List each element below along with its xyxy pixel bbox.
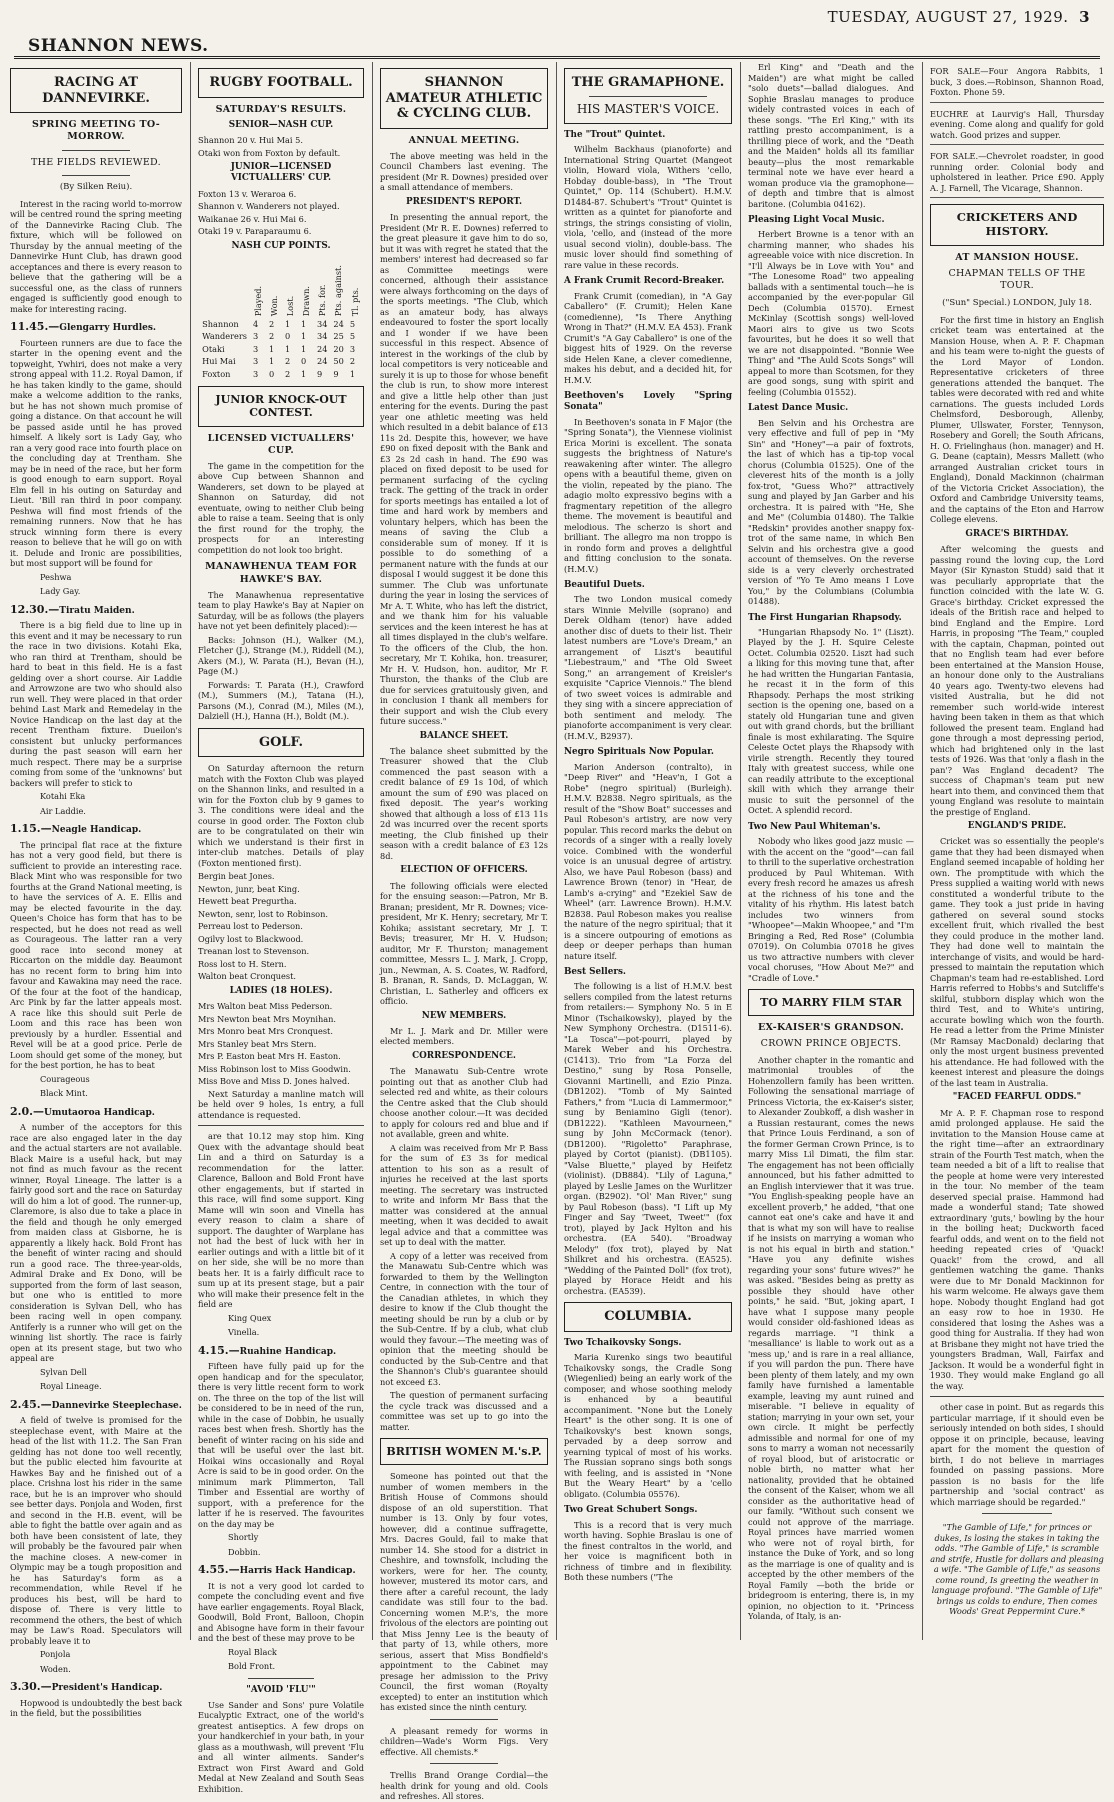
- column-header: [282, 256, 298, 318]
- race-text: Fifteen have fully paid up for the open handicap and for the speculator, there is very little recent form to work on. The three on the top of the list will be considered to be in need of the run, while in the case of Dobbin, he usually races best when fresh. Shortly has the benefit of winter racing on his side and that will be useful over the last bit. Hoikai wins occasionally and Royal Acre is said to be in good order. On the minimum mark Plimmerton, Tall Timber and Essential are worthy of support, with a preference for the latter if he is reserved. The favourites on the day may be: [198, 1361, 364, 1529]
- race-heading: 1.15.—Neagle Handicap.: [10, 822, 142, 836]
- race-time: 2.45.: [10, 1397, 41, 1411]
- section-text: Wilhelm Backhaus (pianoforte) and International String Quartet (Mangeot violin, Howard viola, Withers 'cello, Hobday double-bass), in "The Trout Quintet," Op. 114 (Schubert). H.M.V. D1484-87. Schubert's "Trout" Quintet is written as a quintet for pianoforte and strings, the strings consisting of violin, viola, 'cello, and (instead of the more usual second violin), double-bass. The music lover should find something of rare value in these records.: [564, 144, 732, 270]
- column-header: [266, 256, 282, 318]
- table-cell: 4: [252, 318, 259, 329]
- rugby-headline: RUGBY FOOTBALL.: [198, 68, 364, 98]
- table-cell: 50: [333, 356, 344, 367]
- golf-text: On Saturday afternoon the return match with the Foxton Club was played on the Shannon links, and resulted in a win for the Foxton club by 9 games to 3. The conditions were ideal and the course in good order. The Foxton club are to be congratulated on their win which we understand is their first in inter-club matches. Details of play (Foxton mentioned first).: [198, 763, 364, 868]
- result-line: Ogilvy lost to Blackwood.: [198, 933, 304, 944]
- race-time: 3.30.: [10, 1680, 41, 1694]
- cycling-para: A claim was received from Mr P. Bass for the sum of £3 3s for medical attention to his son as a result of injuries he received at the last sports meeting. The secretary was instructed to write and inform Mr Bass that the matter was considered at the annual meeting, when it was decided to await legal advice and that a committee was set up to deal with the matter.: [380, 1142, 548, 1248]
- pick: Lady Gay.: [40, 586, 81, 597]
- column-header-label: Played.: [252, 286, 263, 317]
- race-name: Dannevirke Steeplechase.: [51, 1400, 182, 1411]
- column-rule: [372, 62, 373, 1640]
- pick: Sylvan Dell: [40, 1366, 87, 1377]
- column-header-label: Drawn.: [300, 286, 311, 317]
- pick: Shortly: [228, 1532, 259, 1543]
- pick: Bold Front.: [228, 1661, 276, 1672]
- table-cell: 2: [284, 356, 291, 367]
- masthead-rule: [14, 56, 1100, 59]
- cricket-text: After welcoming the guests and passing round the loving cup, the Lord Mayor (Sir Kynaston Studd) said that it was peculiarly appropriate that the function coincided with the late W. G. Grace's birthday. Cricket expressed the ideals of the British race and helped to bind England and the Empire. Lord Harris, in proposing "The Team," coupled with the captain, Chapman, pointed out that no English team had ever before been entertained at the Mansion House, an honour done only to the Australians 40 years ago. Twenty-two elevens had visited Australia, but he did not remember such world-wide interest having been taken in them as that which followed the present team. England had gone through a most depressing period, which had brightened only in the last tests of 1926. Was that 'only a flash in the pan'? Was England decadent? The success of Chapman's team put new heart into them, and convinced them that young England was resolute to maintain the prestige of England.: [930, 544, 1104, 817]
- section-head: The First Hungarian Rhapsody.: [748, 612, 902, 623]
- pick: Kotahi Eka: [40, 791, 86, 802]
- result-line: Mrs Stanley beat Mrs Stern.: [198, 1038, 317, 1049]
- cycling-para: The above meeting was held in the Council Chambers last evening. The president (Mr R. Downes) presided over a small attendance of members.: [380, 150, 548, 193]
- race-heading: 11.45.—Glengarry Hurdles.: [10, 320, 157, 334]
- racing-continued: are that 10.12 may stop him. King Quex with the advantage should beat Lin and a third on Saturday is a recommendation for the latter. Clarence, Balloon and Bold Front have other engagements, but if started in this race, will find some support. King Mame will win soon and Vinella has every reason to claim a share of support. The daughter of Warplane has not had the best of luck with her in earlier outings and with a little bit of it on her side, she will be no more than beats her. It is a fairly difficult race to sum up at its present stage, but a pair who will make their presence felt in the field are: [198, 1131, 364, 1310]
- table-cell: 2: [284, 368, 291, 379]
- table-cell: 1: [349, 368, 356, 379]
- race-time: 4.55.: [198, 1563, 229, 1577]
- column-header: [347, 256, 363, 318]
- table-cell: 3: [252, 331, 259, 342]
- section-text: Marion Anderson (contralto), in "Deep River" and "Heav'n, I Got a Robe" (negro spiritual) (Burleigh). H.M.V. B2838. Negro spirituals, as the result of the "Show Boat" successes and Paul Robeson's artistry, are now very popular. This record marks the debut on records of a singer with a really lovely voice. Combined with the wonderful voice is an unusual degree of artistry. Also, we have Paul Robeson (bass) and Lawrence Brown (tenor) in "Hear, de Lamb's a-crying" and "Ezekiel Saw de Wheel" (arr. Lawrence Brown). H.M.V. B2838. Paul Robeson makes you realise the nature of the negro spiritual; that it is a sincere outpouring of emotions as deep or deeper perhaps than human nature itself.: [564, 761, 732, 961]
- result-line: Otaki 19 v. Paraparaumu 6.: [198, 226, 312, 236]
- table-cell: 1: [284, 318, 291, 329]
- section-head: A Frank Crumit Record-Breaker.: [564, 276, 725, 287]
- cycling-sub: NEW MEMBERS.: [421, 1010, 507, 1021]
- section-head: Two Tchaikovsky Songs.: [564, 1338, 682, 1349]
- pick: Air Laddie.: [40, 805, 86, 816]
- section-head: Best Sellers.: [564, 967, 626, 978]
- result-line: Shannon v. Wanderers not played.: [198, 201, 340, 211]
- knockout-deck: LICENSED VICTUALLERS' CUP.: [207, 432, 355, 456]
- film-text: Another chapter in the romantic and matrimonial troubles of the Hohenzollern family has been written. Following the sensational marriage of Princess Victoria, the ex-Kaiser's sister, to Alexander Zoubkoff, a dish washer in a Russian restaurant, comes the news that Prince Louis Ferdinand, a son of the former German Crown Prince, is to marry Miss Lil Dimati, the film star. The engagement has not been officially announced, but his father admitted to an English interviewer that it was true. "You English-speaking people have an excellent proverb," he added, "that one cannot eat one's cake and have it and that is what my son will have to realise if he insists on marrying a woman who is not his equal in birth and station." "Have you any definite wishes regarding your sons' future wives?" he was asked. "Besides being as pretty as possible they should have other points," he said. "But, joking apart, I have what I suppose many people would consider old-fashioned ideas as regards marriage. "I think a 'mesalliance' is liable to work out as a 'mess up,' and is rare in a real alliance, if you will pardon the pun. There have been plenty of them lately, and my own family have furnished a lamentable example, leaving my aunt ruined and miserable. "I believe in equality of station; marrying in your own set, your own circle. It might be perfectly admissible and normal for one of my sons to marry a woman not necessarily of royal blood, but of aristocratic or noble birth, no matter what her nationality, provided that he obtained the consent of the Kaiser, whom we all consider as the authoritative head of our family. "Without such consent we could not approve of the marriage. Royal princes have married women who were not of royal birth, for instance the Duke of York, and so long as the marriage is one of quality and is accepted by the other members of the Royal Family —both the bride or bridegroom is entering, there is, in my opinion, no objection to it. "Princess Yolanda, of Italy, is an-: [748, 1054, 914, 1621]
- women-headline: BRITISH WOMEN M.'s.P.: [380, 1438, 548, 1465]
- film-continued: other case in point. But as regards this particular marriage, if it should even be seriously intended on both sides, I should oppose it on principle, because, leaving apart for the moment the question of birth, I do not believe in marriages founded on passing passions. More passion is no basis for the life partnership and 'social contract' as which marriage should be regarded.": [930, 1402, 1104, 1507]
- column-header-label: Lost.: [284, 296, 295, 317]
- golf-headline: GOLF.: [198, 728, 364, 758]
- column-header: [330, 256, 346, 318]
- section-head: Two Great Schubert Songs.: [564, 1505, 698, 1516]
- knockout-headline: JUNIOR KNOCK-OUT CONTEST.: [198, 386, 364, 426]
- column-header-label: Pts. for.: [316, 284, 327, 317]
- race-time: 12.30.: [10, 602, 49, 616]
- knockout-text: The game in the competition for the above Cup between Shannon and Wanderers, set down to be played at Shannon on Saturday, did not eventuate, owing to neither Club being able to raise a team. Seeing that is only the first round for the trophy, the prospects for an interesting competition do not look too bright.: [198, 460, 364, 555]
- cricket-sub: ENGLAND'S PRIDE.: [967, 821, 1067, 832]
- issue-date: [828, 8, 1090, 26]
- racing-deck: SPRING MEETING TO-MORROW.: [31, 119, 161, 143]
- race-text: Hopwood is undoubtedly the best back in the field, but the possibilities: [10, 1697, 182, 1719]
- result-line: Bergin beat Jones.: [198, 871, 275, 882]
- team-name: Foxton: [202, 368, 231, 379]
- cycling-sub: PRESIDENT'S REPORT.: [405, 196, 523, 207]
- cycling-para: The following officials were elected for the ensuing season:—Patron, Mr B. Branan; president, Mr R. Downes; vice-president, Mr K. Henry; secretary, Mr T. Kohika; assistant secretary, Mr J. T. Bevis; treasurer, Mr H. V. Hudson; auditor, Mr F. Thurston; management committee, Messrs L. J. Mark, J. Cropp, jun., Newman, A. S. Coates, W. Radford, B. Branan, R. Sands, D. McLaggan, W. Christian, L. Satherley and officers ex officio.: [380, 880, 548, 1007]
- film-subdeck: CROWN PRINCE OBJECTS.: [760, 1038, 902, 1050]
- table-cell: 0: [268, 368, 275, 379]
- table-header-row: [199, 256, 363, 318]
- cricket-headline: CRICKETERS AND HISTORY.: [930, 204, 1104, 246]
- section-head: Negro Spirituals Now Popular.: [564, 747, 714, 758]
- result-line: Otaki won from Foxton by default.: [198, 147, 341, 158]
- cricket-deck: AT MANSION HOUSE.: [955, 251, 1079, 263]
- table-cell: 3: [252, 368, 259, 379]
- section-head: Pleasing Light Vocal Music.: [748, 215, 885, 225]
- cycling-para: Mr L. J. Mark and Dr. Miller were elected members.: [380, 1025, 548, 1047]
- result-line: Foxton 13 v. Weraroa 6.: [198, 188, 297, 199]
- pick: Dobbin.: [228, 1546, 261, 1557]
- cycling-para: The Manawatu Sub-Centre wrote pointing out that as another Club had selected red and white, as their colours the Centre asked that the Club should choose another colour.—It was decided to apply for colours red and blue and if not available, green and white.: [380, 1066, 548, 1140]
- table-cell: 1: [300, 318, 307, 329]
- result-line: Waikanae 26 v. Hui Mai 6.: [198, 213, 307, 224]
- table-cell: 5: [349, 331, 356, 342]
- senior-results: [198, 135, 364, 158]
- junior-results: [198, 189, 364, 237]
- table-cell: 9: [333, 368, 339, 379]
- pick: Courageous: [40, 1073, 90, 1084]
- result-line: Perreau lost to Pederson.: [198, 921, 303, 932]
- column-rule: [190, 62, 191, 1640]
- section-head: Two New Paul Whiteman's.: [748, 821, 881, 832]
- column-racing: [6, 62, 186, 1719]
- cricket-subdeck: CHAPMAN TELLS OF THE TOUR.: [948, 267, 1086, 291]
- race-heading: 3.30.—President's Handicap.: [10, 1680, 163, 1694]
- team-name: Otaki: [202, 343, 225, 354]
- section-text: Maria Kurenko sings two beautiful Tchaikovsky songs, the Cradle Song (Wiegenlied) being an early work of the composer, and whose soothing melody is enhanced by a beautiful accompaniment. "None but the Lonely Heart" is the other song. It is one of Tchaikovsky's best known songs, pervaded by a deep sorrow and yearning typical of most of his works. The Russian soprano sings both songs with feeling, and is assisted in "None But the Weary Heart" by a 'cello obligato. (Columbia 05576).: [564, 1352, 732, 1499]
- race-name: Neagle Handicap.: [51, 825, 142, 836]
- table-cell: 0: [284, 331, 291, 342]
- pick: Royal Black: [228, 1646, 277, 1657]
- cycling-sub: CORRESPONDENCE.: [412, 1050, 516, 1061]
- advert-text: Use Sander and Sons' pure Volatile Eucalyptic Extract, one of the world's greatest antiseptics. A few drops on your handkerchief in your bath, in your glass as a mouthwash, will prevent 'Flu and all winter ailments. Sander's Extract won First Award and Gold Medal at New Zealand and South Seas Exhibition.: [198, 1699, 364, 1794]
- pick: King Quex: [228, 1312, 272, 1323]
- result-line: Hewett beat Pregurtha.: [198, 896, 297, 907]
- column-cricket: [926, 62, 1108, 1640]
- result-line: Mrs Monro beat Mrs Cronquest.: [198, 1026, 333, 1037]
- table-cell: 1: [300, 368, 307, 379]
- manawhenua-text: The Manawhenua representative team to play Hawke's Bay at Napier on Saturday, will be as follows (the players have not yet been definitely placed):—: [198, 589, 364, 632]
- section-text: Ben Selvin and his Orchestra are very effective and full of pep in "My Sin" and "Honey"—a pair of foxtrots, the last of which has a tip-top vocal chorus (Columbia 01525). One of the cleverest hits of the month is a jolly fox-trot, "Guess Who?" attractively sung and played by Jan Garber and his orchestra. It is paired with "He, She and Me" (Columbia 01480). The Talkie "Redskin" provides another snappy fox-trot of the same name, in which Ben Selvin and his orchestra give a good account of themselves. On the reverse side is a very cleverly orchestrated version of "Yo Te Amo means I Love You," by the Columbians (Columbia 01488).: [748, 417, 914, 606]
- result-line: Miss Robinson lost to Miss Goodwin.: [198, 1063, 351, 1074]
- table-cell: 1: [300, 343, 307, 354]
- cycling-para: The question of permanent surfacing the cycle track was discussed and a committee was set up to go into the matter.: [380, 1390, 548, 1432]
- divider: [930, 1396, 1104, 1397]
- cricket-sub: "FACED FEARFUL ODDS.": [952, 1092, 1082, 1103]
- section-head: Beautiful Duets.: [564, 580, 645, 591]
- race-name: Harris Hack Handicap.: [239, 1566, 356, 1577]
- junior-title: JUNIOR—LICENSED VICTUALLERS' CUP.: [230, 162, 332, 184]
- table-row: [199, 318, 363, 331]
- table-row: [199, 368, 363, 381]
- cricket-text: Mr A. P. F. Chapman rose to respond amid prolonged applause. He said the invitation to the Mansion House came at the right time—after an extraordinary strain of the Fourth Test match, when the team needed a bit of a lift to realise that the people at home were very interested in the tour. No member of the team deserved special praise. Hammond had made a wonderful stand; Tate showed extraordinary 'guts,' bowling by the hour in the boiling heat; Duckworth faced fearful odds, and went on to the field not heeding repeated cries of 'Quack! Quack!' from the crowd, and all gentlemen watching the game. Thanks were due to Mr Donald Mackinnon for his warm welcome. He always gave them hope. Nobody thought England had got an easy row to hoe in 1930. He considered that losing the Ashes was a good thing for Australia. If they had won at Brisbane they might not have tried the youngsters Bradman, Wall, Fairfax and Jackson. It would be a wonderful fight in 1930. They would make England go all the way.: [930, 1107, 1104, 1391]
- pick: Black Mint.: [40, 1088, 88, 1099]
- divider: [62, 175, 131, 176]
- gramophone-title: THE GRAMAPHONE.: [571, 75, 725, 90]
- table-cell: 1: [268, 356, 275, 367]
- table-row: [199, 355, 363, 368]
- column-records: [744, 62, 918, 1640]
- race-time: 1.15.: [10, 822, 41, 836]
- table-cell: 24: [333, 318, 344, 329]
- table-cell: 3: [349, 343, 356, 354]
- classified-ad: FOR SALE—Four Angora Rabbits, 1 buck, 3 does.—Robinson, Shannon Road, Foxton. Phone 59.: [930, 66, 1104, 103]
- cricket-sub: GRACE'S BIRTHDAY.: [965, 528, 1069, 539]
- ladies-results: [198, 1001, 364, 1087]
- cycling-headline: SHANNON AMATEUR ATHLETIC & CYCLING CLUB.: [380, 68, 548, 129]
- column-rule: [922, 62, 923, 1640]
- pick: Royal Lineage.: [40, 1381, 102, 1392]
- table-cell: 9: [316, 368, 323, 379]
- senior-title: SENIOR—NASH CUP.: [228, 119, 334, 130]
- racing-intro: Interest in the racing world to-morrow will be centred round the spring meeting of the Dannevirke Racing Club. The fixture, which will be followed on Thursday by the annual meeting of the Dannevirke Hunt Club, has drawn good acceptances and there is every reason to believe that the gathering will be a successful one, as the class of runners engaged is sufficiently good enough to make for interesting racing.: [10, 198, 182, 314]
- forwards-list: Forwards: T. Parata (H.), Crawford (M.), Summers (M.), Tatana (H.), Parsons (M.), Conrad (M.), Miles (M.), Dalziell (H.), Hanna (H.), Boldt (M.).: [198, 679, 364, 722]
- table-cell: 1: [284, 343, 291, 354]
- advert-cordial: Trellis Brand Orange Cordial—the health drink for young and old. Cools and refreshes. All stores.: [380, 1770, 548, 1802]
- column-header-label: Tl. pts.: [349, 287, 360, 317]
- section-text: The following is a list of H.M.V. best sellers compiled from the latest returns from retailers:— Symphony No. 5 in E Minor (Tschaikowsky), played by the New Symphony Orchestra. (D1511-6). "La Tosca"—pot-pourri, played by Marek Weber and his Orchestra. (C1413). Trio from "La Forza del Destino," sung by Rosa Ponselle, Giovanni Martinelli, and Ezio Pinza. (DB1202). "Tomb of My Sainted Fathers," from "Lucia di Lammermoor," sung by Beniamino Gigli (tenor). (DB1222). "Kathleen Mavourneen," sung by John McCormack (tenor). (DB1200). "Rigoletto" Paraphrase, played by Cortot (pianist). (DB1105). "Valse Bluette," played by Heifetz (violinist). (DB884). "Lily of Laguna," played by Leslie James on the Wurlitzer organ. (B2902). "Ol' Man River," sung by Paul Robeson (bass). "I Lift up My Finger and Say 'Tweet, Tweet'" (fox trot), played by Jack Hylton and his orchestra. (EA 540). "Broadway Melody" (fox trot), played by Nat Shilkret and his orchestra. (EA525). "Wedding of the Painted Doll" (fox trot), played by Horace Heidt and his orchestra. (EA539).: [564, 981, 732, 1296]
- points-table: [199, 256, 363, 381]
- cricket-text: For the first time in history an English cricket team was entertained at the Mansion House, when A. P. F. Chapman and his team were to-night the guests of the Lord Mayor of London. Representative cricketers of three generations attended the banquet. The tables were decorated with red and white carnations. The guests included Lords Chelmsford, Desborough, Allenby, Plumer, Ullswater, Forster, Tennyson, Rosebery and Gorell; the South Africans, H. O. Frielinghaus (hon. manager) and H. G. Deane (captain), Messrs Mallett (who arranged Australian cricket tours in England), Donald Mackinnon (chairman of the Victoria Cricket Association), the Oxford and Cambridge University teams, and the captains of the Eton and Harrow College elevens.: [930, 314, 1104, 525]
- team-name: Wanderers: [202, 331, 247, 342]
- section-text: Frank Crumit (comedian), in "A Gay Caballero" (F. Crumit); Helen Kane (comedienne), "Is There Anything Wrong in That?" (H.M.V. EA 453). Frank Crumit's "A Gay Caballero" is one of the biggest hits of 1929. On the reverse side Helen Kane, a clever comedienne, makes his debut, and a decided hit, for H.M.V.: [564, 290, 732, 385]
- race-name: Ruahine Handicap.: [239, 1346, 337, 1357]
- column-gramophone: [560, 62, 736, 1640]
- team-name: Shannon: [202, 318, 239, 329]
- divider: [62, 150, 131, 151]
- divider: [430, 1763, 497, 1764]
- race-name: President's Handicap.: [51, 1683, 163, 1694]
- masthead: [0, 0, 1114, 54]
- section-head: Latest Dance Music.: [748, 403, 849, 414]
- table-cell: 0: [300, 356, 307, 367]
- table-row: [199, 343, 363, 356]
- section-text: Herbert Browne is a tenor with an charming manner, who shades his agreeable voice with nice discretion. In "I'll Always be in Love with You" and "The Lonesome Road" two appealing ballads with a sentimental touch—he is accompanied by the ever-popular Gil Dech (Columbia 01570). Ernest McKinlay (Scottish songs) well-loved Maori airs to give us two Scots favourites, but he does it so well that we are not disappointed. "Bonnie Wee Thing" and "The Auld Scots Songs" will appeal to more than Scotsmen, for they are good songs, sung with spirit and feeling (Columbia 01552).: [748, 229, 914, 397]
- race-time: 2.0.: [10, 1104, 33, 1118]
- pick: Peshwa: [40, 571, 72, 582]
- race-text: A field of twelve is promised for the steeplechase event, with Maire at the head of the list with 11.2. The San Fran gelding has not done too well recently, but the public elected him favourite at Hawkes Bay and he finished out of a place. Crishna lost his rider in the same race, but he is an improver who should see better days. Ponjola and Woden, first and second in the H.B. event, will be able to fight the battle over again and as both have been consistent of late, they will probably be the favoured pair when the machine closes. A new-comer in Olympic may be a tough proposition and he has Saturday's form as a recommendation, while Revel if he produces his best, will be hard to dispose of. There is very little to recommend the others, the best of which may be Law's Road. Speculators will probably leave it to: [10, 1415, 182, 1646]
- result-line: Ross lost to H. Stern.: [198, 958, 287, 969]
- cycling-para: A copy of a letter was received from the Manawatu Sub-Centre which was forwarded to them by the Wellington Centre, in connection with the tour of the Canadian athletes, in which they desire to know if the Club thought the meeting should be run by a club or by the Sub-Centre. If by a club, what club would they favour.—The meeting was of opinion that the meeting should be conducted by the Sub-Centre and that the Shannon's Club's guarantee should not exceed £3.: [380, 1250, 548, 1387]
- advert-worms: A pleasant remedy for worms in children—Wade's Worm Figs. Very effective. All chemists.*: [380, 1725, 548, 1757]
- column-header: [314, 256, 330, 318]
- columbia-headline: COLUMBIA.: [564, 1302, 732, 1332]
- film-headline: TO MARRY FILM STAR: [748, 989, 914, 1016]
- table-cell: 2: [349, 356, 356, 367]
- pick: Woden.: [40, 1663, 71, 1674]
- pick: Ponjola: [40, 1649, 71, 1660]
- table-cell: 34: [316, 318, 328, 329]
- gramophone-deck: HIS MASTER'S VOICE.: [576, 101, 720, 116]
- race-text: It is not a very good lot carded to compete the concluding event and five have earlier engagements. Royal Black, Goodwill, Bold Front, Balloon, Chopin and Abisogne have form in their favour and the best of these may prove to be: [198, 1580, 364, 1644]
- racing-headline: RACING AT DANNEVIRKE.: [10, 68, 182, 113]
- table-cell: 34: [316, 331, 328, 342]
- divider: [430, 1719, 497, 1720]
- byline: (By Silken Reiu).: [59, 181, 133, 192]
- column-header-label: Won.: [268, 295, 279, 317]
- cycling-sub: BALANCE SHEET.: [419, 730, 509, 741]
- race-text: There is a big field due to line up in this event and it may be necessary to run the race in two divisions. Kotahi Eka, who ran third at Trentham, should be hard to beat in this field. He is a fast gelding over a short course. Air Laddie and Arrowzone are two who should also run well. They were placed in that order behind Last Mark and Remedelay in the Novice Handicap on the last day at the recent Trentham fixture. Dueilon's consistent but unlucky performances during the past season will earn her much respect. There may be a surprise coming from some of the 'unknowns' but backers will prefer to stick to: [10, 620, 182, 788]
- team-name: Hui Mai: [202, 356, 236, 367]
- cycling-deck: ANNUAL MEETING.: [408, 134, 520, 146]
- section-text: In Beethoven's sonata in F Major (the "Spring Sonata"), the Viennese violinist Erica Morini is excellent. The sonata suggests the brightness of Nature's reawakening after winter. The allegro opens with a beautiful theme, given on the violin, repeated by the piano. The adagio molto expressivo begins with a fragmentary repetition of the allegro theme. The movement is beautiful and melodious. The scherzo is short and brilliant. The allegro ma non troppo is in rondo form and proves a delightful and fitting conclusion to the sonata. (H.M.V.): [564, 416, 732, 574]
- result-line: Shannon 20 v. Hui Mai 5.: [198, 135, 303, 145]
- cycling-sub: ELECTION OF OFFICERS.: [400, 865, 528, 876]
- cycling-para: In presenting the annual report, the President (Mr R. E. Downes) referred to the great pleasure it gave him to do so, but it was with regret he stated that the members' interest had decreased so far as Committee meetings were concerned, although their assistance were always forthcoming on the days of the sports meetings. "The Club, which as an amateur body, has always endeavoured to foster the sport locally and I wonder if we have been successful in this respect. Absence of interest in the workings of the club by local competitors is very noticeable and surely it is up to those for whose benefit the club is run, to show more interest and give a little help other than just entering for the events. During the past year one athletic meeting was held which resulted in a debit balance of £13 11s 2d. Despite this, however, we have £90 on fixed deposit with the Bank and £3 2s 2d cash in hand. The £90 was placed on fixed deposit to be used for permanent surfacing of the cycling track. The getting of the track in order for sports meetings has entailed a lot of time and hard work by members and voluntary helpers, which has been the means of saving the Club a considerable sum of money. If it is possible to do something of a permanent nature with the funds at our disposal I would suggest it be done this summer. The Club was unfortunate during the year in losing the services of Mr A. T. White, who has left the district, and we thank him for his valuable services and the keen interest he has at all times displayed in the club's welfare. To the officers of the Club, the hon. secretary, Mr T. Kohika, hon. treasurer, Mr H. V. Hudson, hon. auditor, Mr F. Thurston, the thanks of the Club are due for services gratuitously given, and in conclusion I thank all members for their support and wish the Club every future success.": [380, 212, 548, 727]
- race-heading: 4.15.—Ruahine Handicap.: [198, 1343, 337, 1357]
- race-text: The principal flat race at the fixture has not a very good field, but there is sufficient to provide an interesting race. Black Mint who was responsible for two fourths at the Grand National meeting, is to have the services of A. E. Ellis and may be elected favourite in the day. Queen's Choice has form that has to be respected, but he does not read as well as Courageous. The latter ran a very good race into second money at Riccarton on the middle day. Beaumont has no recent form to bring him into favour and Kawakina may need the race. Of the four at the foot of the handicap, Arc Pink by far the latter appeals most. A race like this should suit Perle de Loom and this race has been won previously by a hurdler. Essential and Revel will be at a good price. Perle de Loom should get some of the money, but for the best portion, he has to beat: [10, 839, 182, 1071]
- divider: [589, 96, 707, 97]
- race-time: 11.45.: [10, 320, 49, 334]
- race-text: Fourteen runners are due to face the starter in the opening event and the topweight, Ywhiri, does not make a very strong appeal with 11.2. Royal Damon, if he has taken kindly to the game, should make a welcome addition to the ranks, but he has not shown much promise of going a distance. On that account he will be passed aside until he has proved himself. A likely sort is Lady Gay, who ran a very good race into fourth place on the concluding day at Trentham. She may be in need of the race, but her form is good enough to earn support. Royal Elm fell in his outing on Saturday and Lieut. 'Bill ran third in poor company. Peshwa will find most friends of the remaining runners. Now that he has struck winning form there is every reason to believe that he will go on with it. Delude and Ironic are possibilities, but most support will be found for: [10, 337, 182, 569]
- classified-ad: FOR SALE.—Chevrolet roadster, in good running order. Colonial body and upholstered in leather. Price £90. Apply A. J. Farnell, The Vicarage, Shannon.: [930, 151, 1104, 198]
- table-corner: [199, 256, 250, 318]
- golf-closing: Next Saturday a manline match will be held over 9 holes, 1s entry, a full attendance is requested.: [198, 1088, 364, 1120]
- table-cell: 2: [268, 318, 275, 329]
- dateline: ("Sun" Special.) LONDON, July 18.: [942, 298, 1092, 309]
- rugby-deck: SATURDAY'S RESULTS.: [215, 103, 347, 115]
- section-text: Nobody who likes good jazz music —with the accent on the "good"—can fail to thrill to the superlative orchestration produced by Paul Whiteman. With every fresh record he amazes us afresh at the richness of his tone and the vitality of his rhythm. His latest batch includes two winners from "Whoopee"—Makin Whoopee," and "I'm Bringing a Red, Red Rose" (Columbia 07019). On Columbia 07018 he gives us two attractive numbers with clever vocal choruses, "How About Me?" and "Cradle of Love.": [748, 836, 914, 983]
- table-cell: 24: [316, 356, 328, 367]
- race-heading: 4.55.—Harris Hack Handicap.: [198, 1563, 356, 1577]
- result-line: Miss Bove and Miss D. Jones halved.: [198, 1076, 350, 1087]
- table-cell: 1: [268, 343, 275, 354]
- divider: [248, 1678, 314, 1679]
- section-head: Beethoven's Lovely "Spring Sonata": [564, 391, 732, 413]
- race-heading: 12.30.—Tiratu Maiden.: [10, 602, 135, 616]
- race-text: A number of the acceptors for this race are also engaged later in the day and the actual starters are not available. Black Maire is a useful hack, but may not find as much favour as the recent winner, Royal Lineage. The latter is a fairly good sort and the race on Saturday will do him a lot of good. The runner-up, Claremore, is also due to take a place in the field and though he only emerged from maiden class at Gisborne, he is apparently a likely hack. Bold Front has the benefit of winter racing and should run a good race. The three-year-olds, Admiral Drake and Ex Dono, will be supported from the form of last season, but one who is entitled to more consideration is Sylvan Dell, who has been racing well in open company. Antiferly is a runner who will get on the winning list shortly. The race is fairly open at its present stage, but two who appeal are: [10, 1122, 182, 1364]
- backs-list: Backs: Johnson (H.), Walker (M.), Fletcher (J.), Strange (M.), Riddell (M.), Akers (M.), W. Parata (H.), Bevan (H.), Page (M.): [198, 634, 364, 677]
- column-rule: [556, 62, 557, 1640]
- result-line: Mrs Walton beat Miss Pederson.: [198, 1001, 333, 1012]
- result-line: Newton, junr, beat King.: [198, 883, 300, 894]
- classified-ad: EUCHRE at Laurvig's Hall, Thursday evening. Come along and qualify for gold watch. Good prizes and supper.: [930, 109, 1104, 146]
- result-line: Mrs Newton beat Mrs Moynihan.: [198, 1013, 337, 1024]
- date-text: TUESDAY, AUGUST 27, 1929.: [827, 8, 1069, 26]
- manawhenua-head: MANAWHENUA TEAM FOR HAWKE'S BAY.: [205, 561, 357, 585]
- result-line: Mrs P. Easton beat Mrs H. Easton.: [198, 1051, 341, 1062]
- table-cell: 24: [316, 343, 328, 354]
- result-line: Walton beat Cronquest.: [198, 971, 296, 982]
- racing-subdeck: THE FIELDS REVIEWED.: [31, 156, 161, 168]
- table-cell: 3: [252, 356, 259, 367]
- divider: [982, 1513, 1052, 1514]
- column-cycling: [376, 62, 552, 1802]
- golf-results: [198, 871, 364, 982]
- section-text: "Hungarian Rhapsody No. 1" (Liszt). Played by the J. H. Squire Celeste Octet. Columbia 02520. Liszt had such a liking for this moving tune that, after he had written the Hungarian Fantasia, he recast it in the form of this Rhapsody. Perhaps the most striking section is the opening one, based on a stately old Hungarian tune and given out with grand chords, but the brilliant finale is most exhilarating. The Squire Celeste Octet plays the Rhapsody with virile strength. Recently they toured Italy with greatest success, while one can readily attribute to the exceptional skill with which they arrange their music to suit the personnel of the Octet. A splendid record.: [748, 626, 914, 816]
- table-cell: 25: [333, 331, 344, 342]
- race-name: Tiratu Maiden.: [59, 605, 135, 616]
- column-rule: [740, 62, 741, 1640]
- table-cell: 20: [333, 343, 344, 354]
- cricket-text: Cricket was so essentially the people's game that they had been dismayed when England seemed incapable of holding her own. The promptitude with which the Press supplied a waiting world with news constituted a wonderful tribute to the game. They took a just pride in having gathered on several sound stocks excellent fruit, which rivalled the best they could produce in the mother land. They had done well to maintain the interchange of visits, and would be hard-pressed to maintain the reputation which Chapman's team had re-established. Lord Harris referred to Hobbs's and Sutcliffe's skilful, stubborn display which won the third Test, and to White's untiring, accurate bowling which won the fourth. He read a letter from the Prime Minister (Mr Ramsay MacDonald) declaring that only the most urgent business prevented his attendance. He had followed with the keenest interest and pleasure the doings of the last team in Australia.: [930, 836, 1104, 1088]
- table-cell: 1: [300, 331, 307, 342]
- result-line: Newton, senr, lost to Robinson.: [198, 908, 328, 919]
- race-heading: 2.0.—Umutaoroa Handicap.: [10, 1104, 155, 1118]
- women-text: Someone has pointed out that the number of women members in the British House of Commons should dispose of an old superstition. That number is 13. Only by four votes, however, did a continue suffragette, Mrs. Dacres Gould, fail to make that number 14. She stood for a district in Cheshire, and townsfolk, including the workers, were for her. The county, however, mustered its motor cars, and there after a careful recount, the lady candidate was still four to the bad. Concerning women M.P.'s, the more frivolous of the electors are pointing out that Miss Jenny Lee is the beauty of that party of 13, while others, more serious, assert that Miss Bondfield's appointment to the Cabinet may presage her admission to the Privy Council, the first woman (Royalty excepted) to enter an institution which has existed since the ninth century.: [380, 1471, 548, 1713]
- film-deck: EX-KAISER'S GRANDSON.: [757, 1022, 905, 1034]
- column-header: [250, 256, 266, 318]
- paper-name: SHANNON NEWS.: [28, 36, 209, 56]
- table-cell: 5: [349, 318, 356, 329]
- pick: Vinella.: [228, 1327, 260, 1338]
- divider: [198, 1125, 364, 1126]
- points-title: NASH CUP POINTS.: [231, 240, 331, 251]
- cycling-para: The balance sheet submitted by the Treasurer showed that the Club commenced the past season with a credit balance of £9 1s 10d, of which amount the sum of £90 was placed on fixed deposit. The year's working showed that although a loss of £13 11s 2d was incurred over the recent sports meeting, the Club finished up their season with a credit balance of £3 12s 8d.: [380, 745, 548, 861]
- column-rugby: [194, 62, 368, 1794]
- column-header-label: Pts. against.: [333, 265, 344, 317]
- page-number: 3: [1079, 8, 1090, 26]
- verse-advert: "The Gamble of Life," for princes or dukes, Is losing the stakes in taking the odds. "The Gamble of Life," is scramble and strife, Hustle for dollars and pleasing a wife. "The Gamble of Life," as seasons come round, Is greeting the weather in language profound. "The Gamble of Life" brings us colds to endure, Then comes Woods' Great Peppermint Cure.*: [930, 1522, 1104, 1617]
- advert-title: "AVOID 'FLU'": [246, 1684, 316, 1695]
- table-row: [199, 330, 363, 343]
- result-line: Treanan lost to Stevenson.: [198, 946, 310, 957]
- records-continued: Erl King" and "Death and the Maiden") are what might be called "solo duets"—ballad dialogues. And Sophie Braslau manages to produce widely contrasted voices in each of these songs. "The Erl King," with its rattling presto accompaniment, is a thrilling piece of work, and the "Death and the Maiden" holds all its familiar beauty—plus the most remarkable terminal note we have ever heard a woman produce via the gramophone—of depth and timbre that is almost baritone. (Columbia 04162).: [748, 62, 914, 209]
- ladies-title: LADIES (18 HOLES).: [229, 985, 333, 996]
- table-cell: 2: [268, 331, 275, 342]
- race-heading: 2.45.—Dannevirke Steeplechase.: [10, 1397, 182, 1411]
- column-header: [298, 256, 314, 318]
- gramophone-headline: [564, 68, 732, 124]
- section-text: This is a record that is very much worth having. Sophie Braslau is one of the finest contraltos in the world, and her voice is magnificent both in richness of timbre and in flexibility. Both these numbers ("The: [564, 1519, 732, 1583]
- race-list: [10, 320, 182, 1719]
- race-time: 4.15.: [198, 1343, 229, 1357]
- table-cell: 3: [252, 343, 259, 354]
- section-head: The "Trout" Quintet.: [564, 130, 666, 141]
- section-text: The two London musical comedy stars Winnie Melville (soprano) and Derek Oldham (tenor) have added another disc of duets to their list. Their latest numbers are "Love's Dream," an arrangement of Liszt's beautiful "Liebestraum," and "The Old Sweet Song," an arrangement of Kreisler's exquisite "Caprice Viennois." The blend of two sweet voices is admirable and they sing with a sincere appreciation of both sentiment and melody. The pianoforte accompaniment is very clear. (H.M.V., B2937).: [564, 594, 732, 741]
- race-name: Glengarry Hurdles.: [59, 323, 157, 334]
- race-name: Umutaoroa Handicap.: [43, 1107, 155, 1118]
